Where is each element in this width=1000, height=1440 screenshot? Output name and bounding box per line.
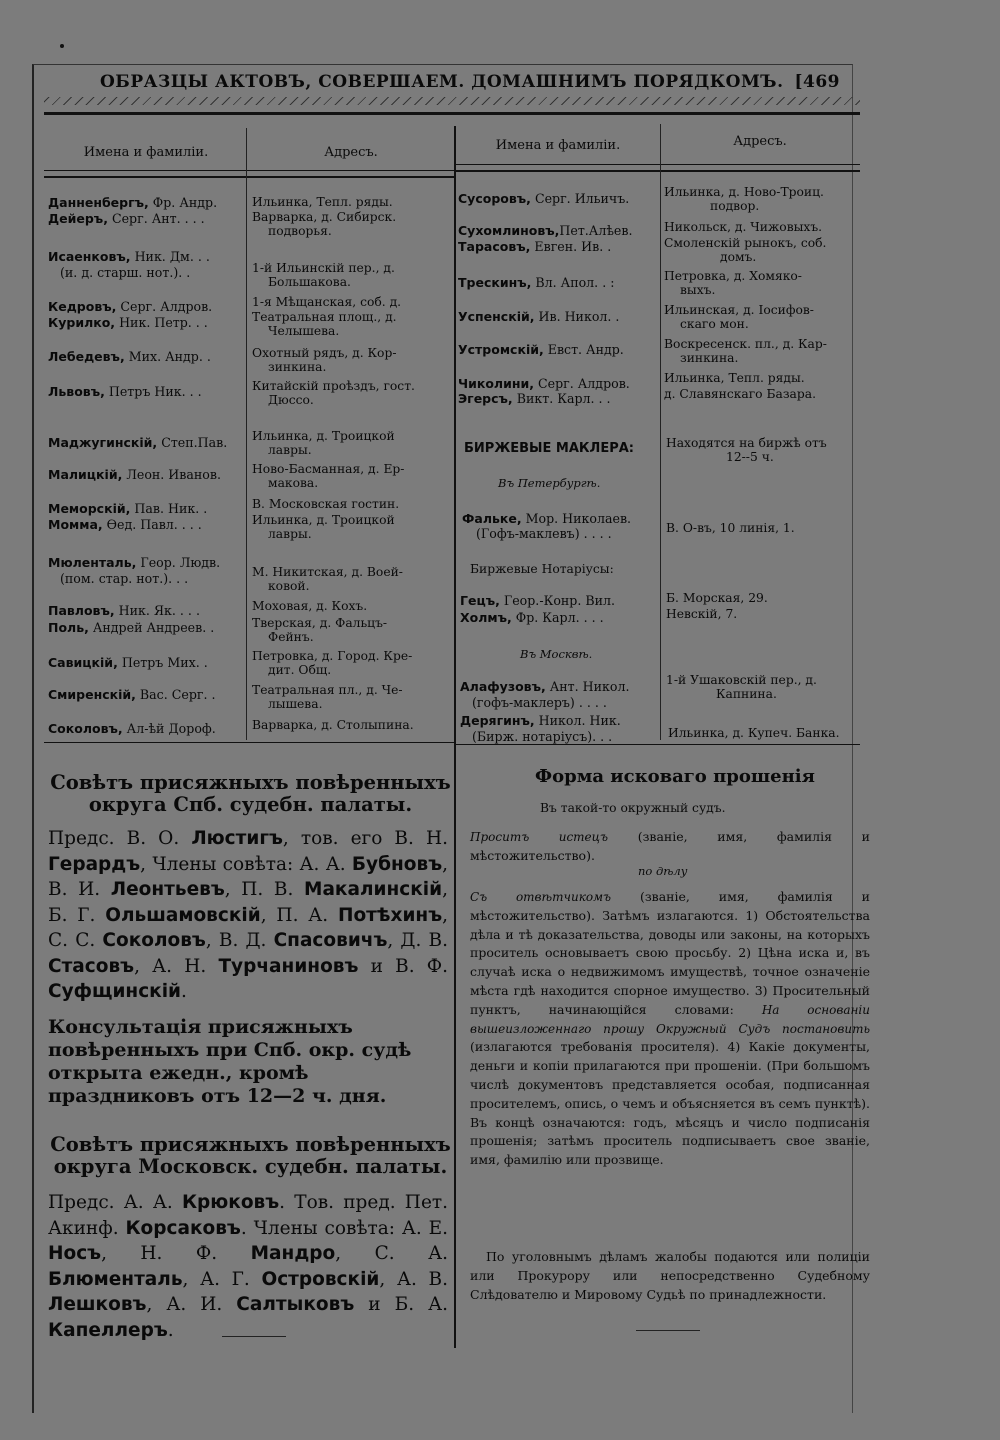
list-item: Савицкій, Петръ Мих. . <box>48 655 208 670</box>
list-item-cont: (гофъ-маклеръ) . . . . <box>472 695 607 710</box>
table-bottom-rule <box>456 744 860 745</box>
table-rule <box>456 170 860 172</box>
address: Ильинка, д. Троицкой лавры. <box>252 429 395 457</box>
spb-council-text: Предс. В. О. Люстигъ, тов. его В. Н. Герардъ, Члены совѣта: А. А. Бубновъ, В. И. Леонтьевъ, П. В. Макалинскій, Б. Г. Ольшамовскій, П. А. Потѣхинъ, С. С. Соколовъ, В. Д. Спасовичъ, Д. В. Стасовъ, А. Н. Турчаниновъ и В. Ф. Суфщинскій. <box>48 828 448 1002</box>
list-item: Чиколини, Серг. Алдров. <box>458 376 630 391</box>
address: Варварка, д. Столыпина. <box>252 718 414 732</box>
address: Ильинка, д. Троицкой лавры. <box>252 513 395 541</box>
table-bottom-rule <box>44 742 454 743</box>
list-item: Успенскій, Ив. Никол. . <box>458 309 620 324</box>
list-item: Львовъ, Петръ Ник. . . <box>48 384 202 399</box>
list-item: Меморскій, Пав. Ник. . <box>48 501 208 516</box>
list-item: Дерягинъ, Никол. Ник. <box>460 713 621 728</box>
list-item: Момма, Ѳед. Павл. . . . <box>48 517 202 532</box>
list-item: Лебедевъ, Мих. Андр. . <box>48 349 211 364</box>
list-item: Соколовъ, Ал-ѣй Дороф. <box>48 721 216 736</box>
address: В. О-въ, 10 линія, 1. <box>666 521 795 535</box>
form-court: Въ такой-то окружный судъ. <box>540 801 726 815</box>
address: Театральная площ., д. Челышева. <box>252 310 397 338</box>
list-item: Маджугинскій, Степ.Пав. <box>48 435 228 450</box>
form-p2: Съ отвѣтчикомъ (званіе, имя, фамилія и мѣстожительство). Затѣмъ излагаются. 1) Обстоятельства дѣла и тѣ доказательства, доводы или законы, на которыхъ проситель основываетъ свою просьбу. 2) Цѣна иска и, въ случаѣ иска о недвижимомъ имуществѣ, точное означеніе мѣста гдѣ находится спорное имущество. 3) Просительный пунктъ, начинающійся словами: На основаніи вышеизложеннаго прошу Окружный Судъ постановить (излагаются требованія просителя). 4) Какіе документы, деньги и копіи прилагаются при прошеніи. (При большомъ числѣ документовъ представляется особая, подписанная просителемъ, опись, о чемъ и объясняется въ семъ пунктѣ). Въ концѣ означаются: годъ, мѣсяцъ и число подписанія прошенія; затѣмъ проситель подписываетъ свое званіе, имя, фамилію или прозвище. <box>470 889 870 1168</box>
address: 1-й Ильинскій пер., д. Большакова. <box>252 261 395 289</box>
form-on-case: по дѣлу <box>638 864 688 878</box>
form-p3: По уголовнымъ дѣламъ жалобы подаются или полиціи или Прокурору или непосредственно Судебному Слѣдователю и Мировому Судьѣ по принадлежности. <box>470 1249 870 1302</box>
list-item: Алафузовъ, Ант. Никол. <box>460 679 630 694</box>
list-item: Смиренскій, Вас. Серг. . <box>48 687 216 702</box>
col-head-address-left: Адресъ. <box>324 145 378 160</box>
list-item-cont: (пом. стар. нот.). . . <box>60 571 189 586</box>
address: Воскресенск. пл., д. Кар- зинкина. <box>664 337 827 365</box>
address: Театральная пл., д. Че- лышева. <box>252 683 403 711</box>
address: Моховая, д. Кохъ. <box>252 599 368 613</box>
address: Б. Морская, 29. <box>666 591 768 605</box>
ink-dot <box>60 44 64 48</box>
form-p1: Проситъ истецъ (званіе, имя, фамилія и мѣстожительство). <box>470 829 871 863</box>
address: Ново-Басманная, д. Ер- макова. <box>252 462 405 490</box>
list-item-cont: (Гофъ-маклевъ) . . . . <box>476 526 612 541</box>
list-item: Сухомлиновъ,Пет.Алѣев. <box>458 223 633 238</box>
address: Ильинка, д. Ново-Троиц. подвор. <box>664 185 824 213</box>
column-divider <box>246 128 247 740</box>
address: д. Славянскаго Базара. <box>664 387 816 401</box>
msk-council-text: Предс. А. А. Крюковъ. Тов. пред. Пет. Акинф. Корсаковъ. Члены совѣта: А. Е. Носъ, Н. Ф. Мандро, С. А. Блюменталь, А. Г. Островскій, А. В. Лешковъ, А. И. Салтыковъ и Б. А. Капеллеръ. <box>48 1192 449 1341</box>
address: Ильинка, Тепл. ряды. <box>252 195 393 209</box>
list-item: Гецъ, Геор.-Конр. Вил. <box>460 593 616 608</box>
address: Тверская, д. Фальцъ- Фейнъ. <box>252 616 388 644</box>
brokers-hours: Находятся на биржѣ отъ 12--5 ч. <box>666 436 827 464</box>
list-item: Курилко, Ник. Петр. . . <box>48 315 208 330</box>
list-item: Тарасовъ, Евген. Ив. . <box>458 239 612 254</box>
address: Смоленскій рынокъ, соб. домъ. <box>664 236 827 264</box>
header-ornament <box>44 97 860 105</box>
address: Никольск, д. Чижовыхъ. <box>664 220 823 234</box>
header-title: ОБРАЗЦЫ АКТОВЪ, СОВЕРШАЕМ. ДОМАШНИМЪ ПОРЯДКОМЪ. <box>100 72 784 92</box>
msk-council-title: Совѣтъ присяжныхъ повѣренныхъ округа Московск. судебн. палаты. <box>50 1133 451 1178</box>
list-item: Трескинъ, Вл. Апол. . : <box>458 275 615 290</box>
list-item: Павловъ, Ник. Як. . . . <box>48 603 200 618</box>
col-head-names-left: Имена и фамиліи. <box>83 145 209 160</box>
address: В. Московская гостин. <box>252 497 400 511</box>
city-label: Въ Москвѣ. <box>520 647 593 661</box>
list-item-cont: (и. д. старш. нот.). . <box>60 265 191 280</box>
address: Охотный рядъ, д. Кор- зинкина. <box>252 346 397 374</box>
table-rule <box>44 176 454 178</box>
address: Ильинская, д. Іосифов- скаго мон. <box>664 303 814 331</box>
end-rule <box>636 1330 700 1331</box>
address: 1-я Мѣщанская, соб. д. <box>252 295 402 309</box>
list-item: Исаенковъ, Ник. Дм. . . <box>48 249 210 264</box>
running-header <box>100 72 840 98</box>
city-label: Въ Петербургѣ. <box>498 476 601 490</box>
address: Варварка, д. Сибирск. подворья. <box>252 210 397 238</box>
brokers-heading: БИРЖЕВЫЕ МАКЛЕРА: <box>464 441 634 456</box>
address: Ильинка, Тепл. ряды. <box>664 371 805 385</box>
address: Петровка, д. Город. Кре- дит. Общ. <box>252 649 413 677</box>
list-item: Поль, Андрей Андреев. . <box>48 620 215 635</box>
list-item: Холмъ, Фр. Карл. . . . <box>460 610 604 625</box>
list-item: Малицкій, Леон. Иванов. <box>48 467 221 482</box>
page-number: [469 <box>794 72 840 92</box>
col-head-names-right: Имена и фамиліи. <box>495 138 621 153</box>
list-item: Сусоровъ, Серг. Ильичъ. <box>458 191 630 206</box>
form-title: Форма исковаго прошенія <box>535 766 815 787</box>
header-rule <box>44 112 860 115</box>
list-item: Мюленталь, Геор. Людв. <box>48 555 221 570</box>
list-item-cont: (Бирж. нотаріусъ). . . <box>472 729 613 744</box>
address: Ильинка, д. Купеч. Банка. <box>668 726 840 740</box>
address: 1-й Ушаковскій пер., д. Капнина. <box>666 673 817 701</box>
column-divider <box>454 126 456 1348</box>
list-item: Фальке, Мор. Николаев. <box>462 511 632 526</box>
list-item: Дейеръ, Серг. Ант. . . . <box>48 211 205 226</box>
address: Китайскій проѣздъ, гост. Дюссо. <box>252 379 415 407</box>
list-item: Данненбергъ, Фр. Андр. <box>48 195 218 210</box>
address: М. Никитская, д. Воей- ковой. <box>252 565 403 593</box>
consultation-notice: Консультація присяжныхъ повѣренныхъ при Спб. окр. судѣ открыта ежедн., кромѣ праздниковъ отъ 12—2 ч. дня. <box>48 1016 412 1107</box>
address: Петровка, д. Хомяко- выхъ. <box>664 269 802 297</box>
list-item: Эгерсъ, Викт. Карл. . . <box>458 391 611 406</box>
table-rule <box>456 164 860 165</box>
col-head-address-right: Адресъ. <box>733 134 787 149</box>
spb-council-title: Совѣтъ присяжныхъ повѣренныхъ округа Спб. судебн. палаты. <box>50 771 451 816</box>
end-rule <box>222 1336 286 1337</box>
column-divider <box>660 124 661 740</box>
notaries-label: Биржевые Нотаріусы: <box>470 562 614 576</box>
table-rule <box>44 170 454 171</box>
list-item: Кедровъ, Серг. Алдров. <box>48 299 213 314</box>
address: Невскій, 7. <box>666 607 738 621</box>
list-item: Устромскій, Евст. Андр. <box>458 342 624 357</box>
